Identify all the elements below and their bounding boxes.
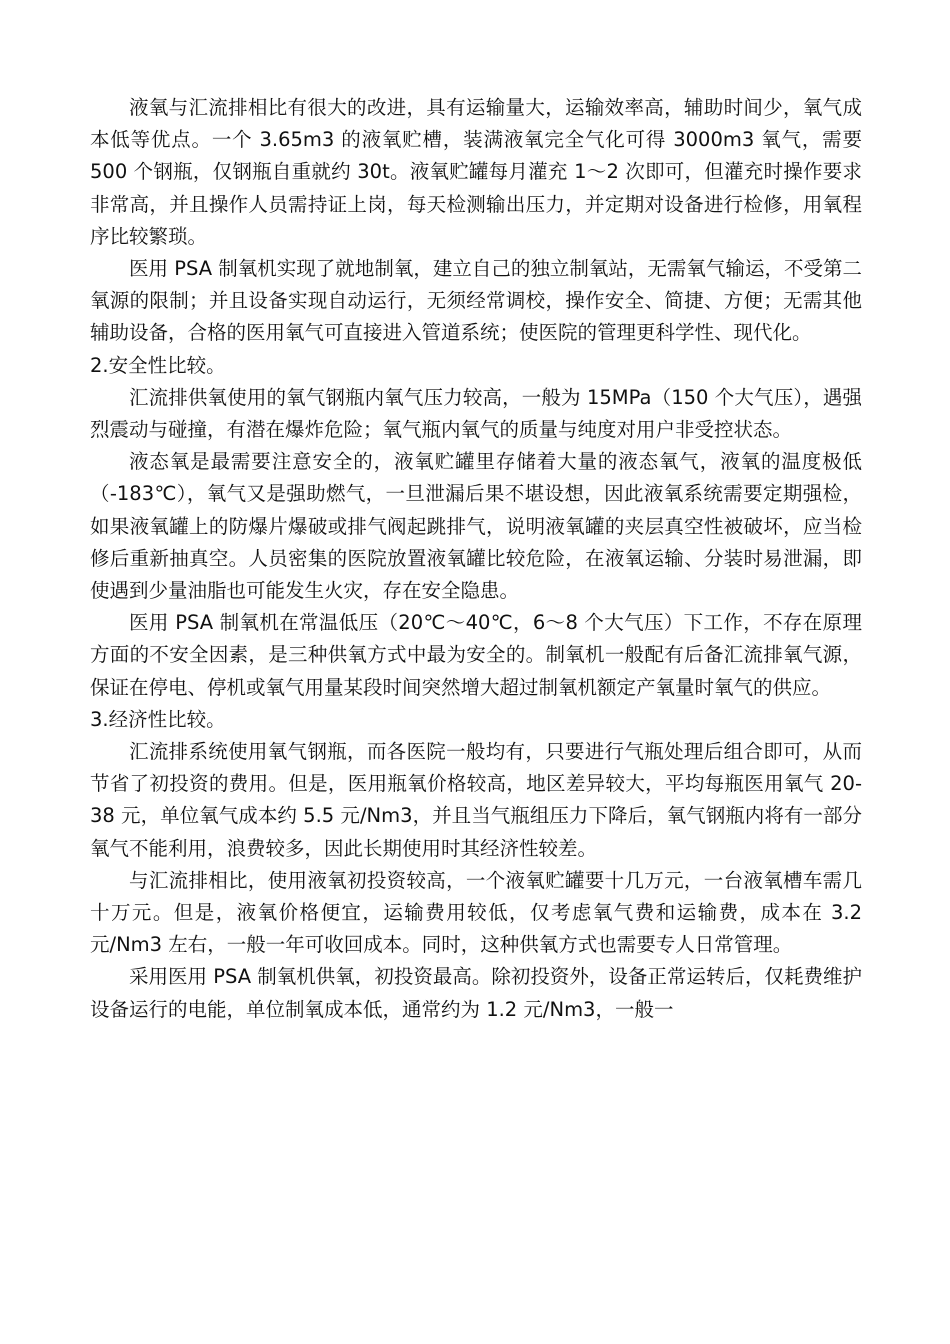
paragraph-psa-on-site: 医用 PSA 制氧机实现了就地制氧，建立自己的独立制氧站，无需氧气输运，不受第二氧源的限制；并且设备实现自动运行，无须经常调校，操作安全、简捷、方便；无需其他辅助设备，合格的医用氧气可直接进入管道系统；使医院的管理更科学性、现代化。 — [90, 257, 862, 345]
paragraph-liquid-oxygen-economy: 与汇流排相比，使用液氧初投资较高，一个液氧贮罐要十几万元，一台液氧槽车需几十万元。但是，液氧价格便宜，运输费用较低，仅考虑氧气费和运输费，成本在 3.2 元/Nm3 左右，一般一年可收回成本。同时，这种供氧方式也需要专人日常管理。 — [90, 868, 862, 957]
section-heading-economy: 3.经济性比较。 — [90, 707, 226, 731]
paragraph-liquid-oxygen-advantages: 液氧与汇流排相比有很大的改进，具有运输量大，运输效率高，辅助时间少，氧气成本低等优点。一个 3.65m3 的液氧贮槽，装满液氧完全气化可得 3000m3 氧气，需要 500 个钢瓶，仅钢瓶自重就约 30t。液氧贮罐每月灌充 1～2 次即可，但灌充时操作要求非常高，并且操作人员需持证上岗，每天检测输出压力，并定期对设备进行检修，用氧程序比较繁琐。 — [90, 96, 862, 248]
paragraph-manifold-economy: 汇流排系统使用氧气钢瓶，而各医院一般均有，只要进行气瓶处理后组合即可，从而节省了初投资的费用。但是，医用瓶氧价格较高，地区差异较大，平均每瓶医用氧气 20-38 元，单位氧气成本约 5.5 元/Nm3，并且当气瓶组压力下降后，氧气钢瓶内将有一部分氧气不能利用，浪费较多，因此长期使用时其经济性较差。 — [90, 740, 862, 860]
document-page — [90, 92, 862, 1026]
section-heading-safety: 2.安全性比较。 — [90, 353, 226, 377]
paragraph-psa-economy: 采用医用 PSA 制氧机供氧，初投资最高。除初投资外，设备正常运转后，仅耗费维护设备运行的电能，单位制氧成本低，通常约为 1.2 元/Nm3，一般一 — [90, 965, 862, 1021]
paragraph-psa-safety: 医用 PSA 制氧机在常温低压（20℃～40℃，6～8 个大气压）下工作，不存在原理方面的不安全因素，是三种供氧方式中最为安全的。制氧机一般配有后备汇流排氧气源，保证在停电、停机或氧气用量某段时间突然增大超过制氧机额定产氧量时氧气的供应。 — [90, 611, 862, 699]
paragraph-liquid-oxygen-safety: 液态氧是最需要注意安全的，液氧贮罐里存储着大量的液态氧气，液氧的温度极低（-183℃），氧气又是强助燃气，一旦泄漏后果不堪设想，因此液氧系统需要定期强检，如果液氧罐上的防爆片爆破或排气阀起跳排气，说明液氧罐的夹层真空性被破坏，应当检修后重新抽真空。人员密集的医院放置液氧罐比较危险，在液氧运输、分装时易泄漏，即使遇到少量油脂也可能发生火灾，存在安全隐患。 — [90, 450, 862, 603]
paragraph-manifold-safety: 汇流排供氧使用的氧气钢瓶内氧气压力较高，一般为 15MPa（150 个大气压），遇强烈震动与碰撞，有潜在爆炸危险；氧气瓶内氧气的质量与纯度对用户非受控状态。 — [90, 385, 862, 442]
